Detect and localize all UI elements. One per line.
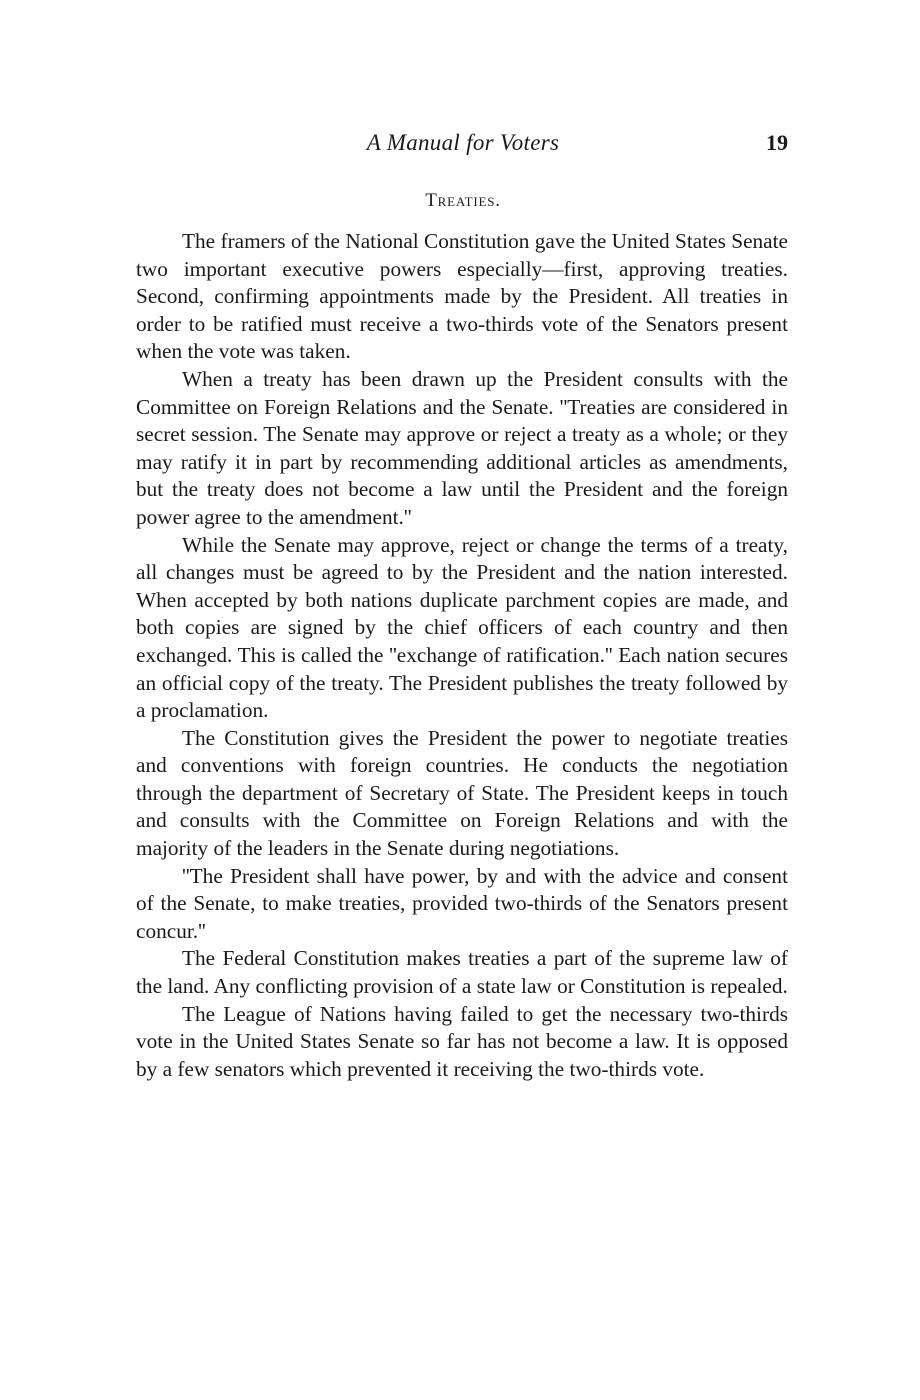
section-heading: Treaties. <box>425 190 501 211</box>
paragraph-league-of-nations: The League of Nations having failed to get the necessary two-thirds vote in the United States Senate so far has not become a law. It is opposed by a few senators which prevented it receiving the two-thirds vote. <box>136 1001 788 1081</box>
paragraph-constitutional-quote: ''The President shall have power, by and with the advice and consent of the Senate, to make treaties, provided two-thirds of the Senators present concur.'' <box>136 863 788 943</box>
paragraph-ratification-exchange: While the Senate may approve, reject or change the terms of a treaty, all changes must be agreed to by the President and the nation interested. When accepted by both nations duplicate parchment copies are made, and both copies are signed by the chief officers of each country and then exchanged. This is called the ''exchange of ratification.'' Each nation secures an official copy of the treaty. The President publishes the treaty followed by a proclamation. <box>136 532 788 723</box>
page-number: 19 <box>766 130 788 155</box>
paragraph-supreme-law: The Federal Constitution makes treaties a part of the supreme law of the land. Any conflicting provision of a state law or Constitution is repealed. <box>136 946 788 999</box>
running-header <box>136 130 790 162</box>
paragraph-treaty-drafting: When a treaty has been drawn up the President consults with the Committee on Foreign Relations and the Senate. ''Treaties are considered in secret session. The Senate may approve or reject a treaty as a whole; or they may ratify it in part by recommending additional articles as amendments, but the treaty does not become a law until the President and the foreign power agree to the amendment.'' <box>136 366 788 529</box>
paragraph-senate-powers: The framers of the National Constitution gave the United States Senate two important executive powers especially—first, approving treaties. Second, confirming appointments made by the President. All treaties in order to be ratified must receive a two-thirds vote of the Senators present when the vote was taken. <box>136 229 788 364</box>
running-title: A Manual for Voters <box>366 130 560 155</box>
paragraph-presidential-negotiation: The Constitution gives the President the power to negotiate treaties and conventions with foreign countries. He conducts the negotiation through the department of Secretary of State. The President keeps in touch and consults with the Committee on Foreign Relations and with the majority of the leaders in the Senate during negotiations. <box>136 725 788 861</box>
body-text <box>136 228 788 1083</box>
